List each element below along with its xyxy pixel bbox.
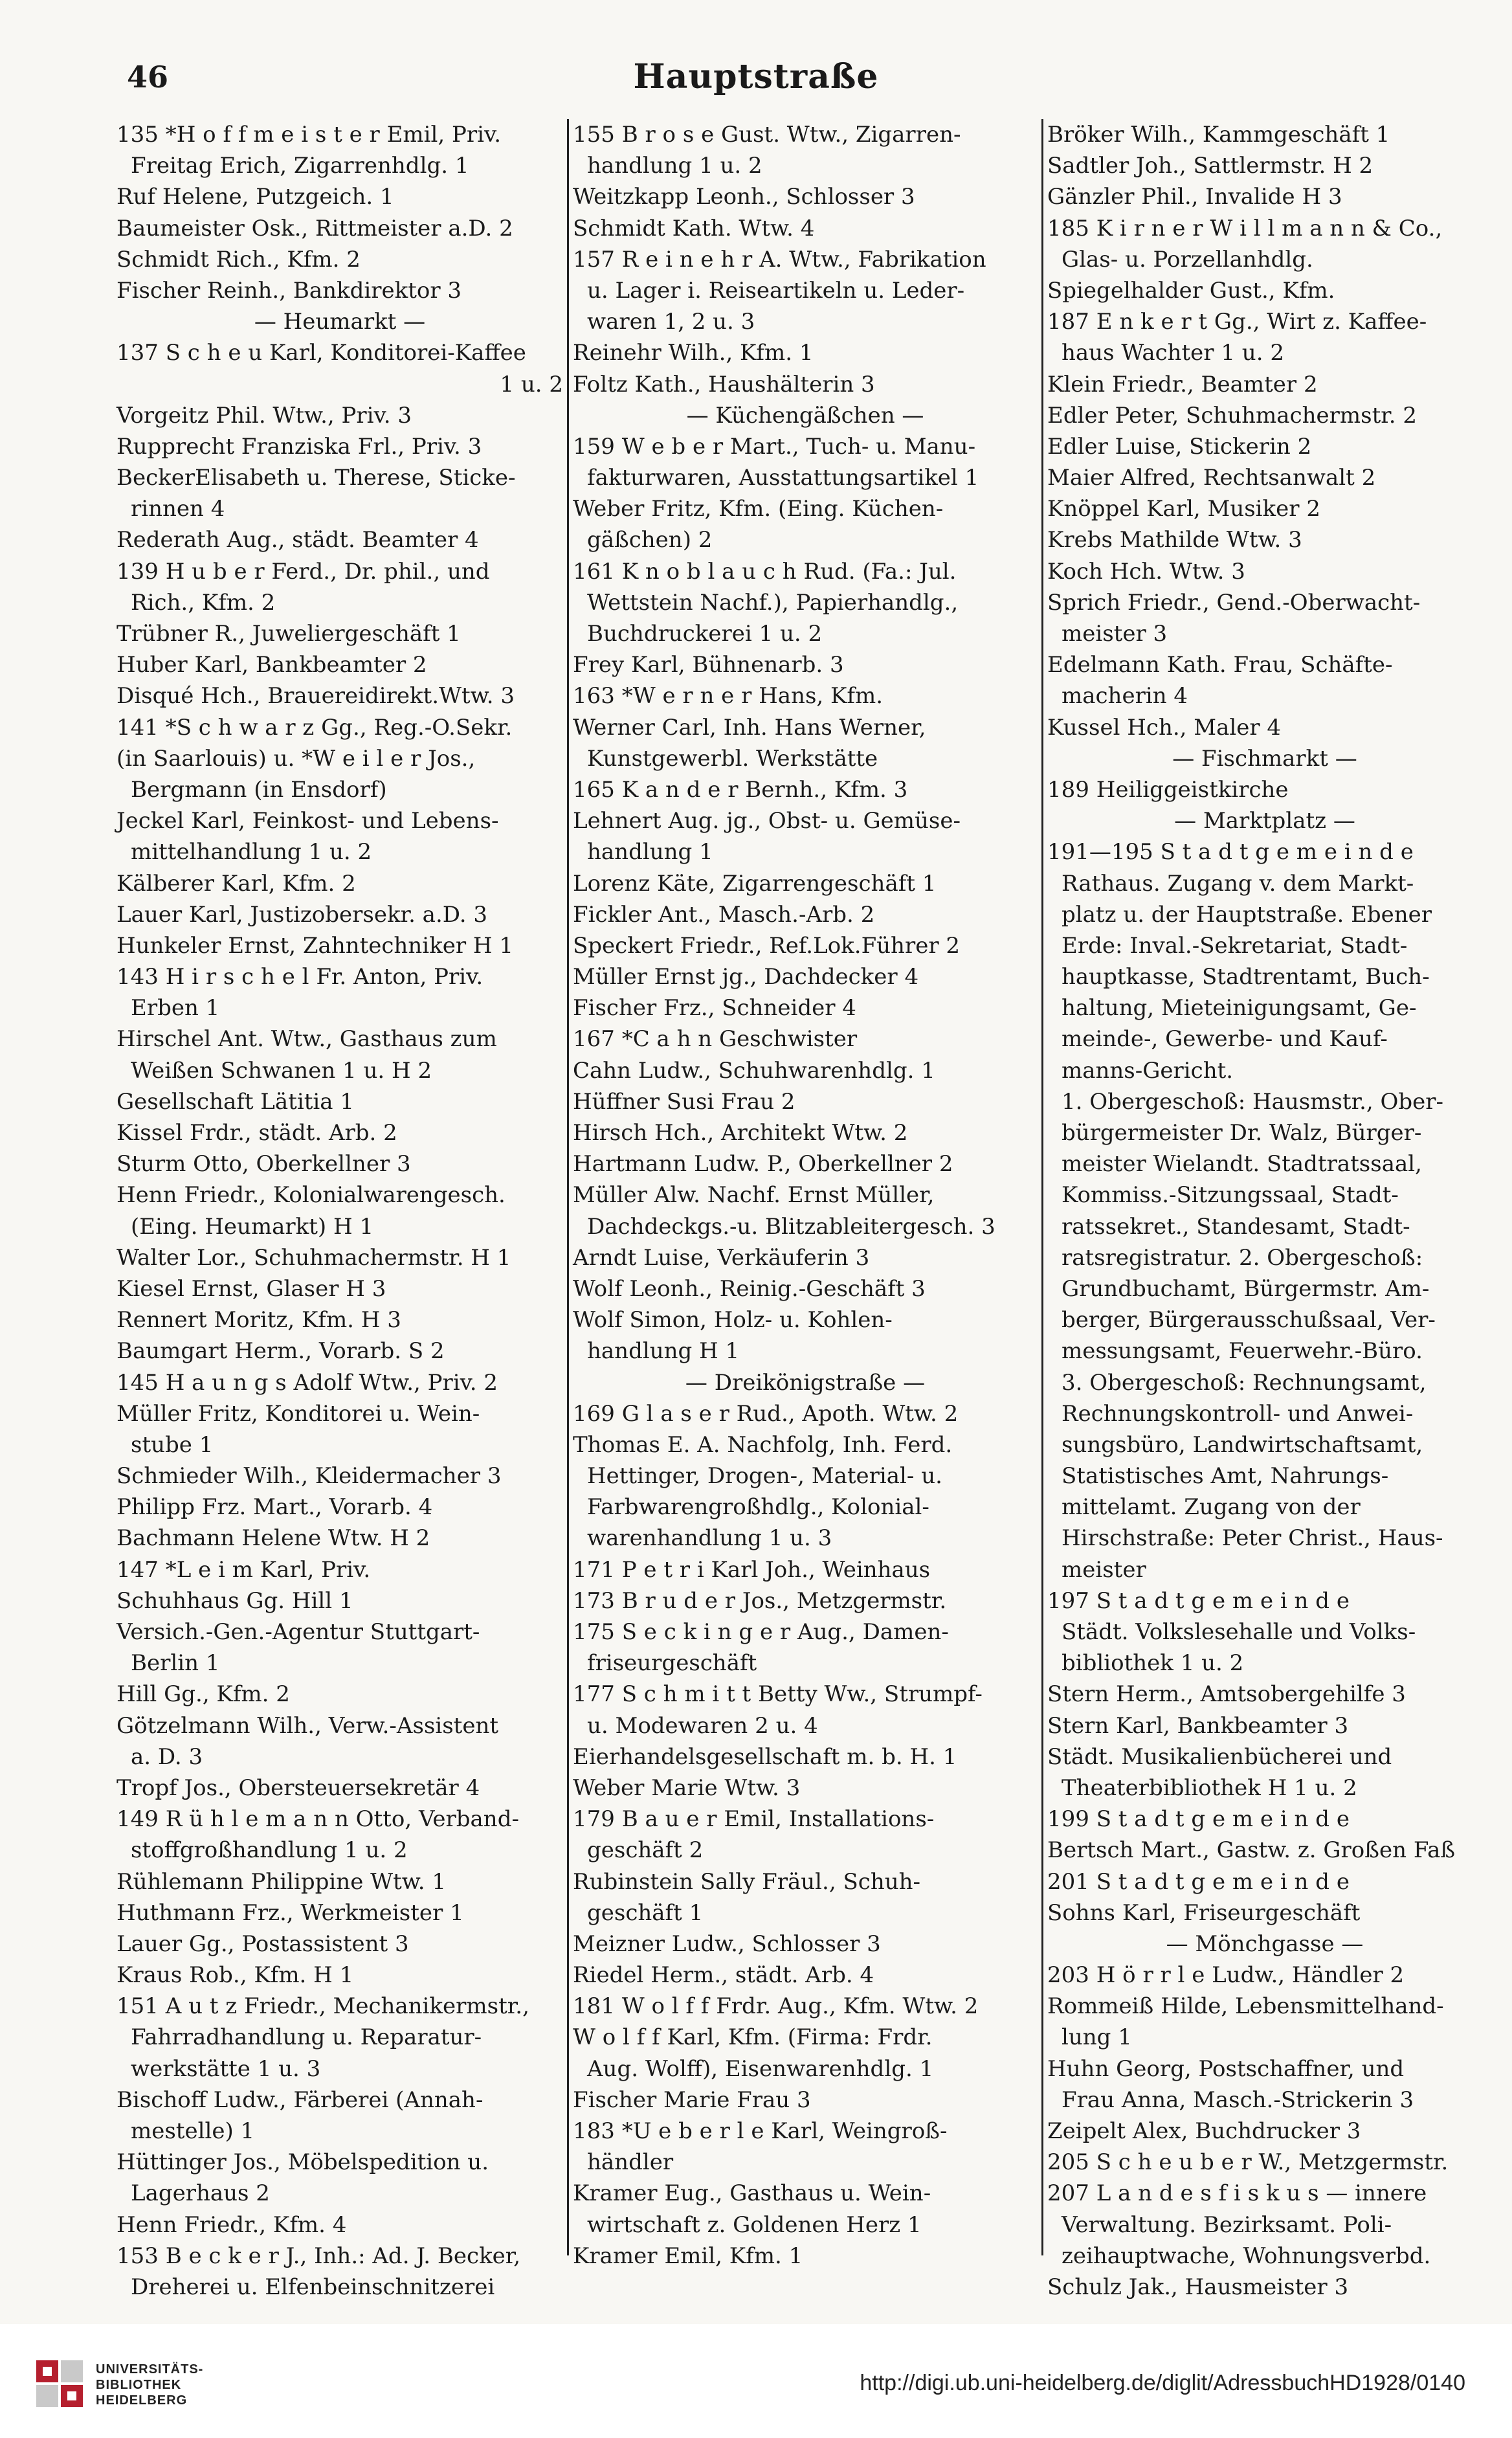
directory-entry-line: geschäft 1 xyxy=(587,1899,704,1926)
directory-entry-line: Frey Karl, Bühnenarb. 3 xyxy=(573,652,844,678)
directory-entry-line: Kälberer Karl, Kfm. 2 xyxy=(117,870,356,897)
directory-entry-line: Dachdeckgs.-u. Blitzableitergesch. 3 xyxy=(587,1213,995,1240)
directory-entry-line: händler xyxy=(587,2149,674,2176)
directory-entry-line: bürgermeister Dr. Walz, Bürger- xyxy=(1062,1120,1422,1146)
directory-entry-line: Speckert Friedr., Ref.Lok.Führer 2 xyxy=(573,932,961,959)
directory-entry-line: u. Modewaren 2 u. 4 xyxy=(587,1712,818,1739)
directory-entry-line: Hüffner Susi Frau 2 xyxy=(573,1088,795,1115)
directory-entry-line: fakturwaren, Ausstattungsartikel 1 xyxy=(587,465,979,491)
directory-entry-line: Grundbuchamt, Bürgermstr. Am- xyxy=(1062,1275,1430,1302)
directory-entry-line: Farbwarengroßhdlg., Kolonial- xyxy=(587,1494,929,1521)
directory-entry-line: 201 S t a d t g e m e i n d e xyxy=(1047,1868,1350,1895)
directory-entry-line: Stern Herm., Amtsobergehilfe 3 xyxy=(1047,1681,1406,1708)
directory-entry-line: meinde-, Gewerbe- und Kauf- xyxy=(1062,1026,1388,1053)
directory-entry-line: 155 B r o s e Gust. Wtw., Zigarren- xyxy=(573,122,961,148)
directory-entry-line: Hunkeler Ernst, Zahntechniker H 1 xyxy=(117,932,513,959)
directory-entry-line: hauptkasse, Stadtrentamt, Buch- xyxy=(1062,964,1430,990)
directory-entry-line: 163 *W e r n e r Hans, Kfm. xyxy=(573,683,884,710)
directory-entry-line: Erde: Inval.-Sekretariat, Stadt- xyxy=(1062,932,1408,959)
directory-entry-line: Schulz Jak., Hausmeister 3 xyxy=(1047,2274,1349,2300)
directory-entry-line: Lehnert Aug. jg., Obst- u. Gemüse- xyxy=(573,808,961,834)
directory-entry-line: Theaterbibliothek H 1 u. 2 xyxy=(1062,1774,1357,1801)
directory-entry-line: Erben 1 xyxy=(131,995,220,1022)
directory-entry-line: 171 P e t r i Karl Joh., Weinhaus xyxy=(573,1556,931,1583)
directory-entry-line: 197 S t a d t g e m e i n d e xyxy=(1047,1587,1350,1614)
directory-entry-line: Kommiss.-Sitzungssaal, Stadt- xyxy=(1062,1182,1399,1209)
directory-entry-line: Henn Friedr., Kolonialwarengesch. xyxy=(117,1182,506,1209)
directory-entry-line: Walter Lor., Schuhmachermstr. H 1 xyxy=(117,1244,511,1271)
directory-entry-line: Tropf Jos., Obersteuersekretär 4 xyxy=(117,1774,480,1801)
directory-entry-line: berger, Bürgerausschußsaal, Ver- xyxy=(1062,1307,1436,1334)
directory-entry-line: Gänzler Phil., Invalide H 3 xyxy=(1047,184,1342,210)
directory-entry-line: Trübner R., Juweliergeschäft 1 xyxy=(117,621,461,647)
directory-entry-line: 151 A u t z Friedr., Mechanikermstr., xyxy=(117,1993,529,2020)
directory-entry-line: (Eing. Heumarkt) H 1 xyxy=(131,1213,374,1240)
directory-entry-line: Lorenz Käte, Zigarrengeschäft 1 xyxy=(573,870,937,897)
directory-entry-line: 165 K a n d e r Bernh., Kfm. 3 xyxy=(573,776,908,803)
directory-entry-line: 181 W o l f f Frdr. Aug., Kfm. Wtw. 2 xyxy=(573,1993,979,2020)
page-number: 46 xyxy=(127,60,169,95)
directory-entry-line: Rennert Moritz, Kfm. H 3 xyxy=(117,1307,401,1334)
directory-entry-line: 159 W e b e r Mart., Tuch- u. Manu- xyxy=(573,433,976,460)
directory-entry-line: stube 1 xyxy=(131,1431,214,1458)
directory-entry-line: Hirschstraße: Peter Christ., Haus- xyxy=(1062,1525,1443,1552)
directory-entry-line: 169 G l a s e r Rud., Apoth. Wtw. 2 xyxy=(573,1400,959,1427)
directory-entry-line: Arndt Luise, Verkäuferin 3 xyxy=(573,1244,870,1271)
directory-entry-line: Maier Alfred, Rechtsanwalt 2 xyxy=(1047,465,1376,491)
directory-entry-line: zeihauptwache, Wohnungsverbd. xyxy=(1062,2242,1431,2269)
directory-entry-line: 137 S c h e u Karl, Konditorei-Kaffee xyxy=(117,340,526,366)
directory-entry-line: Werner Carl, Inh. Hans Werner, xyxy=(573,714,926,741)
directory-entry-line: Müller Alw. Nachf. Ernst Müller, xyxy=(573,1182,935,1209)
directory-entry-line: Fickler Ant., Masch.-Arb. 2 xyxy=(573,901,875,928)
directory-entry-line: — Heumarkt — xyxy=(254,309,426,335)
directory-entry-line: Schmidt Kath. Wtw. 4 xyxy=(573,215,815,241)
directory-entry-line: (in Saarlouis) u. *W e i l e r Jos., xyxy=(117,745,476,772)
directory-entry-line: manns-Gericht. xyxy=(1062,1057,1234,1084)
directory-entry-line: 175 S e c k i n g e r Aug., Damen- xyxy=(573,1619,949,1645)
directory-entry-line: Verwaltung. Bezirksamt. Poli- xyxy=(1062,2211,1392,2238)
directory-entry-line: Städt. Volkslesehalle und Volks- xyxy=(1062,1619,1416,1645)
directory-entry-line: Statistisches Amt, Nahrungs- xyxy=(1062,1463,1389,1490)
directory-entry-line: Philipp Frz. Mart., Vorarb. 4 xyxy=(117,1494,433,1521)
directory-entry-line: warenhandlung 1 u. 3 xyxy=(587,1525,832,1552)
directory-entry-line: Eierhandelsgesellschaft m. b. H. 1 xyxy=(573,1743,957,1770)
university-library-logo-icon xyxy=(34,2358,85,2410)
directory-entry-line: Foltz Kath., Haushälterin 3 xyxy=(573,371,875,397)
directory-entry-line: Kussel Hch., Maler 4 xyxy=(1047,714,1282,741)
directory-entry-line: Sturm Otto, Oberkellner 3 xyxy=(117,1151,411,1178)
directory-entry-line: Hartmann Ludw. P., Oberkellner 2 xyxy=(573,1151,953,1178)
directory-entry-line: Zeipelt Alex, Buchdrucker 3 xyxy=(1047,2118,1361,2144)
directory-entry-line: Weißen Schwanen 1 u. H 2 xyxy=(131,1057,432,1084)
column-middle xyxy=(573,119,1038,2269)
directory-entry-line: Frau Anna, Masch.-Strickerin 3 xyxy=(1062,2086,1414,2113)
column-left xyxy=(117,119,563,2300)
directory-entry-line: Thomas E. A. Nachfolg, Inh. Ferd. xyxy=(573,1431,953,1458)
column-right xyxy=(1047,119,1482,2300)
directory-entry-line: friseurgeschäft xyxy=(587,1650,757,1677)
directory-entry-line: haltung, Mieteinigungsamt, Ge- xyxy=(1062,995,1417,1022)
directory-entry-line: Sprich Friedr., Gend.-Oberwacht- xyxy=(1047,589,1421,616)
directory-entry-line: Knöppel Karl, Musiker 2 xyxy=(1047,496,1320,522)
directory-entry-line: Hettinger, Drogen-, Material- u. xyxy=(587,1463,942,1490)
directory-entry-line: Kramer Emil, Kfm. 1 xyxy=(573,2242,803,2269)
directory-entry-line: Kramer Eug., Gasthaus u. Wein- xyxy=(573,2180,931,2207)
directory-entry-line: Fischer Marie Frau 3 xyxy=(573,2086,811,2113)
directory-entry-line: 161 K n o b l a u c h Rud. (Fa.: Jul. xyxy=(573,558,957,585)
directory-entry-line: Weitzkapp Leonh., Schlosser 3 xyxy=(573,184,915,210)
source-url-link[interactable]: http://digi.ub.uni-heidelberg.de/diglit/AdressbuchHD1928/0140 xyxy=(860,2371,1465,2395)
library-name: UNIVERSITÄTS- BIBLIOTHEK HEIDELBERG xyxy=(96,2362,204,2408)
directory-entry-line: Edelmann Kath. Frau, Schäfte- xyxy=(1047,652,1393,678)
directory-entry-line: BeckerElisabeth u. Therese, Sticke- xyxy=(117,465,516,491)
directory-entry-line: Huber Karl, Bankbeamter 2 xyxy=(117,652,427,678)
directory-entry-line: rinnen 4 xyxy=(131,496,225,522)
directory-entry-line: meister xyxy=(1062,1556,1146,1583)
directory-entry-line: messungsamt, Feuerwehr.-Büro. xyxy=(1062,1338,1423,1365)
directory-entry-line: Versich.-Gen.-Agentur Stuttgart- xyxy=(117,1619,480,1645)
directory-entry-line: Bröker Wilh., Kammgeschäft 1 xyxy=(1047,122,1390,148)
directory-entry-line: Bischoff Ludw., Färberei (Annah- xyxy=(117,2086,484,2113)
directory-entry-line: Hüttinger Jos., Möbelspedition u. xyxy=(117,2149,489,2176)
directory-entry-line: Huhn Georg, Postschaffner, und xyxy=(1047,2055,1405,2082)
directory-entry-line: Klein Friedr., Beamter 2 xyxy=(1047,371,1318,397)
directory-entry-line: Rechnungskontroll- und Anwei- xyxy=(1062,1400,1414,1427)
directory-entry-line: W o l f f Karl, Kfm. (Firma: Frdr. xyxy=(573,2024,933,2051)
directory-entry-line: Stern Karl, Bankbeamter 3 xyxy=(1047,1712,1349,1739)
directory-entry-line: Henn Friedr., Kfm. 4 xyxy=(117,2211,347,2238)
directory-entry-line: Kiesel Ernst, Glaser H 3 xyxy=(117,1275,386,1302)
directory-entry-line: 173 B r u d e r Jos., Metzgermstr. xyxy=(573,1587,947,1614)
directory-entry-line: Meizner Ludw., Schlosser 3 xyxy=(573,1930,881,1957)
directory-entry-line: Gesellschaft Lätitia 1 xyxy=(117,1088,354,1115)
directory-entry-line: Rederath Aug., städt. Beamter 4 xyxy=(117,527,479,554)
directory-entry-line: Weber Marie Wtw. 3 xyxy=(573,1774,801,1801)
directory-entry-line: Fahrradhandlung u. Reparatur- xyxy=(131,2024,482,2051)
directory-entry-line: macherin 4 xyxy=(1062,683,1188,710)
directory-entry-line: Rommeiß Hilde, Lebensmittelhand- xyxy=(1047,1993,1444,2020)
directory-entry-line: Kraus Rob., Kfm. H 1 xyxy=(117,1962,354,1989)
directory-entry-line: handlung 1 xyxy=(587,839,713,866)
directory-entry-line: Huthmann Frz., Werkmeister 1 xyxy=(117,1899,464,1926)
directory-entry-line: 3. Obergeschoß: Rechnungsamt, xyxy=(1062,1369,1427,1396)
directory-entry-line: sungsbüro, Landwirtschaftsamt, xyxy=(1062,1431,1423,1458)
directory-entry-line: Wolf Simon, Holz- u. Kohlen- xyxy=(573,1307,893,1334)
directory-entry-line: a. D. 3 xyxy=(131,1743,203,1770)
directory-entry-line: 185 K i r n e r W i l l m a n n & Co., xyxy=(1047,215,1443,241)
directory-entry-line: Aug. Wolff), Eisenwarenhdlg. 1 xyxy=(587,2055,934,2082)
directory-entry-line: mittelamt. Zugang von der xyxy=(1062,1494,1361,1521)
directory-entry-line: 145 H a u n g s Adolf Wtw., Priv. 2 xyxy=(117,1369,498,1396)
directory-entry-line: bibliothek 1 u. 2 xyxy=(1062,1650,1244,1677)
directory-entry-line: Rathaus. Zugang v. dem Markt- xyxy=(1062,870,1414,897)
directory-entry-line: 167 *C a h n Geschwister xyxy=(573,1026,858,1053)
directory-entry-line: Buchdruckerei 1 u. 2 xyxy=(587,621,823,647)
directory-entry-line: 139 H u b e r Ferd., Dr. phil., und xyxy=(117,558,490,585)
directory-entry-line: Sadtler Joh., Sattlermstr. H 2 xyxy=(1047,153,1373,179)
directory-entry-line: Krebs Mathilde Wtw. 3 xyxy=(1047,527,1302,554)
directory-entry-line: 205 S c h e u b e r W., Metzgermstr. xyxy=(1047,2149,1449,2176)
column-divider-left xyxy=(567,119,569,2255)
directory-entry-line: ratssekret., Standesamt, Stadt- xyxy=(1062,1213,1410,1240)
directory-entry-line: 1. Obergeschoß: Hausmstr., Ober- xyxy=(1062,1088,1444,1115)
directory-entry-line: Schmidt Rich., Kfm. 2 xyxy=(117,246,361,273)
directory-entry-line: 203 H ö r r l e Ludw., Händler 2 xyxy=(1047,1962,1405,1989)
directory-entry-line: 143 H i r s c h e l Fr. Anton, Priv. xyxy=(117,964,484,990)
directory-entry-line: 157 R e i n e h r A. Wtw., Fabrikation xyxy=(573,246,986,273)
directory-entry-line: 147 *L e i m Karl, Priv. xyxy=(117,1556,371,1583)
directory-entry-line: 183 *U e b e r l e Karl, Weingroß- xyxy=(573,2118,948,2144)
directory-entry-line: u. Lager i. Reiseartikeln u. Leder- xyxy=(587,277,965,304)
directory-entry-line: stoffgroßhandlung 1 u. 2 xyxy=(131,1837,408,1864)
directory-entry-line: Koch Hch. Wtw. 3 xyxy=(1047,558,1245,585)
directory-entry-line: Jeckel Karl, Feinkost- und Lebens- xyxy=(117,808,499,834)
directory-entry-line: ratsregistratur. 2. Obergeschoß: xyxy=(1062,1244,1423,1271)
directory-entry-line: Götzelmann Wilh., Verw.-Assistent xyxy=(117,1712,499,1739)
directory-entry-line: Hirschel Ant. Wtw., Gasthaus zum xyxy=(117,1026,497,1053)
directory-entry-line: Hill Gg., Kfm. 2 xyxy=(117,1681,290,1708)
directory-entry-line: Edler Peter, Schuhmachermstr. 2 xyxy=(1047,402,1417,429)
directory-entry-line: Bergmann (in Ensdorf) xyxy=(131,776,387,803)
directory-entry-line: Berlin 1 xyxy=(131,1650,220,1677)
directory-entry-line: 179 B a u e r Emil, Installations- xyxy=(573,1806,935,1833)
directory-entry-line: Dreherei u. Elfenbeinschnitzerei xyxy=(131,2274,495,2300)
viewer-footer xyxy=(0,2324,1512,2438)
directory-entry-line: handlung 1 u. 2 xyxy=(587,153,762,179)
directory-entry-line: — Fischmarkt — xyxy=(1172,745,1357,772)
directory-entry-line: 135 *H o f f m e i s t e r Emil, Priv. xyxy=(117,122,502,148)
directory-entry-line: — Mönchgasse — xyxy=(1166,1930,1364,1957)
directory-entry-line: 149 R ü h l e m a n n Otto, Verband- xyxy=(117,1806,519,1833)
directory-entry-line: Müller Ernst jg., Dachdecker 4 xyxy=(573,964,919,990)
directory-entry-line: Spiegelhalder Gust., Kfm. xyxy=(1047,277,1335,304)
directory-entry-line: Fischer Frz., Schneider 4 xyxy=(573,995,856,1022)
directory-entry-line: Bertsch Mart., Gastw. z. Großen Faß xyxy=(1047,1837,1456,1864)
directory-entry-line: wirtschaft z. Goldenen Herz 1 xyxy=(587,2211,922,2238)
directory-entry-line: — Dreikönigstraße — xyxy=(685,1369,926,1396)
directory-entry-line: Riedel Herm., städt. Arb. 4 xyxy=(573,1962,874,1989)
directory-entry-line: waren 1, 2 u. 3 xyxy=(587,309,755,335)
directory-entry-line: Glas- u. Porzellanhdlg. xyxy=(1062,246,1313,273)
directory-entry-line: 141 *S c h w a r z Gg., Reg.-O.Sekr. xyxy=(117,714,513,741)
directory-entry-line: meister 3 xyxy=(1062,621,1168,647)
directory-entry-line: Müller Fritz, Konditorei u. Wein- xyxy=(117,1400,480,1427)
directory-entry-line: mestelle) 1 xyxy=(131,2118,255,2144)
directory-entry-line: mittelhandlung 1 u. 2 xyxy=(131,839,372,866)
directory-entry-line: Freitag Erich, Zigarrenhdlg. 1 xyxy=(131,153,469,179)
directory-entry-line: 189 Heiliggeistkirche xyxy=(1047,776,1289,803)
directory-entry-line: gäßchen) 2 xyxy=(587,527,713,554)
directory-entry-line: Disqué Hch., Brauereidirekt.Wtw. 3 xyxy=(117,683,515,710)
directory-entry-line: werkstätte 1 u. 3 xyxy=(131,2055,321,2082)
directory-entry-line: Rich., Kfm. 2 xyxy=(131,589,276,616)
directory-entry-line: Edler Luise, Stickerin 2 xyxy=(1047,433,1312,460)
directory-entry-line: lung 1 xyxy=(1062,2024,1132,2051)
directory-entry-line: Rubinstein Sally Fräul., Schuh- xyxy=(573,1868,920,1895)
page-title: Hauptstraße xyxy=(633,57,879,96)
directory-entry-line: Lauer Karl, Justizobersekr. a.D. 3 xyxy=(117,901,488,928)
directory-entry-line: Cahn Ludw., Schuhwarenhdlg. 1 xyxy=(573,1057,935,1084)
directory-entry-line: 177 S c h m i t t Betty Ww., Strumpf- xyxy=(573,1681,983,1708)
directory-entry-line: 207 L a n d e s f i s k u s — innere xyxy=(1047,2180,1427,2207)
directory-entry-line: Baumgart Herm., Vorarb. S 2 xyxy=(117,1338,445,1365)
directory-entry-line: 187 E n k e r t Gg., Wirt z. Kaffee- xyxy=(1047,309,1427,335)
column-divider-right xyxy=(1041,119,1043,2255)
directory-entry-line: 199 S t a d t g e m e i n d e xyxy=(1047,1806,1350,1833)
directory-entry-line: geschäft 2 xyxy=(587,1837,704,1864)
directory-entry-line: Ruf Helene, Putzgeich. 1 xyxy=(117,184,394,210)
directory-entry-line: Vorgeitz Phil. Wtw., Priv. 3 xyxy=(117,402,412,429)
directory-entry-line: 191—195 S t a d t g e m e i n d e xyxy=(1047,839,1414,866)
directory-entry-line: Lagerhaus 2 xyxy=(131,2180,270,2207)
directory-entry-line: Fischer Reinh., Bankdirektor 3 xyxy=(117,277,462,304)
directory-entry-line: Wolf Leonh., Reinig.-Geschäft 3 xyxy=(573,1275,926,1302)
directory-entry-line: Sohns Karl, Friseurgeschäft xyxy=(1047,1899,1361,1926)
directory-entry-line: 1 u. 2 xyxy=(500,371,563,397)
directory-entry-line: Lauer Gg., Postassistent 3 xyxy=(117,1930,409,1957)
directory-entry-line: Weber Fritz, Kfm. (Eing. Küchen- xyxy=(573,496,944,522)
directory-entry-line: — Marktplatz — xyxy=(1174,808,1355,834)
directory-entry-line: Hirsch Hch., Architekt Wtw. 2 xyxy=(573,1120,908,1146)
directory-entry-line: Baumeister Osk., Rittmeister a.D. 2 xyxy=(117,215,513,241)
directory-entry-line: Rupprecht Franziska Frl., Priv. 3 xyxy=(117,433,482,460)
directory-entry-line: Kunstgewerbl. Werkstätte xyxy=(587,745,878,772)
directory-entry-line: handlung H 1 xyxy=(587,1338,740,1365)
directory-entry-line: Rühlemann Philippine Wtw. 1 xyxy=(117,1868,447,1895)
directory-entry-line: — Küchengäßchen — xyxy=(686,402,924,429)
directory-entry-line: meister Wielandt. Stadtratssaal, xyxy=(1062,1151,1422,1178)
directory-entry-line: Schmieder Wilh., Kleidermacher 3 xyxy=(117,1463,502,1490)
directory-entry-line: haus Wachter 1 u. 2 xyxy=(1062,340,1284,366)
directory-entry-line: Bachmann Helene Wtw. H 2 xyxy=(117,1525,430,1552)
directory-entry-line: 153 B e c k e r J., Inh.: Ad. J. Becker, xyxy=(117,2242,521,2269)
directory-entry-line: Schuhhaus Gg. Hill 1 xyxy=(117,1587,353,1614)
directory-entry-line: platz u. der Hauptstraße. Ebener xyxy=(1062,901,1432,928)
directory-entry-line: Reinehr Wilh., Kfm. 1 xyxy=(573,340,814,366)
directory-entry-line: Städt. Musikalienbücherei und xyxy=(1047,1743,1392,1770)
directory-entry-line: Kissel Frdr., städt. Arb. 2 xyxy=(117,1120,397,1146)
directory-entry-line: Wettstein Nachf.), Papierhandlg., xyxy=(587,589,959,616)
